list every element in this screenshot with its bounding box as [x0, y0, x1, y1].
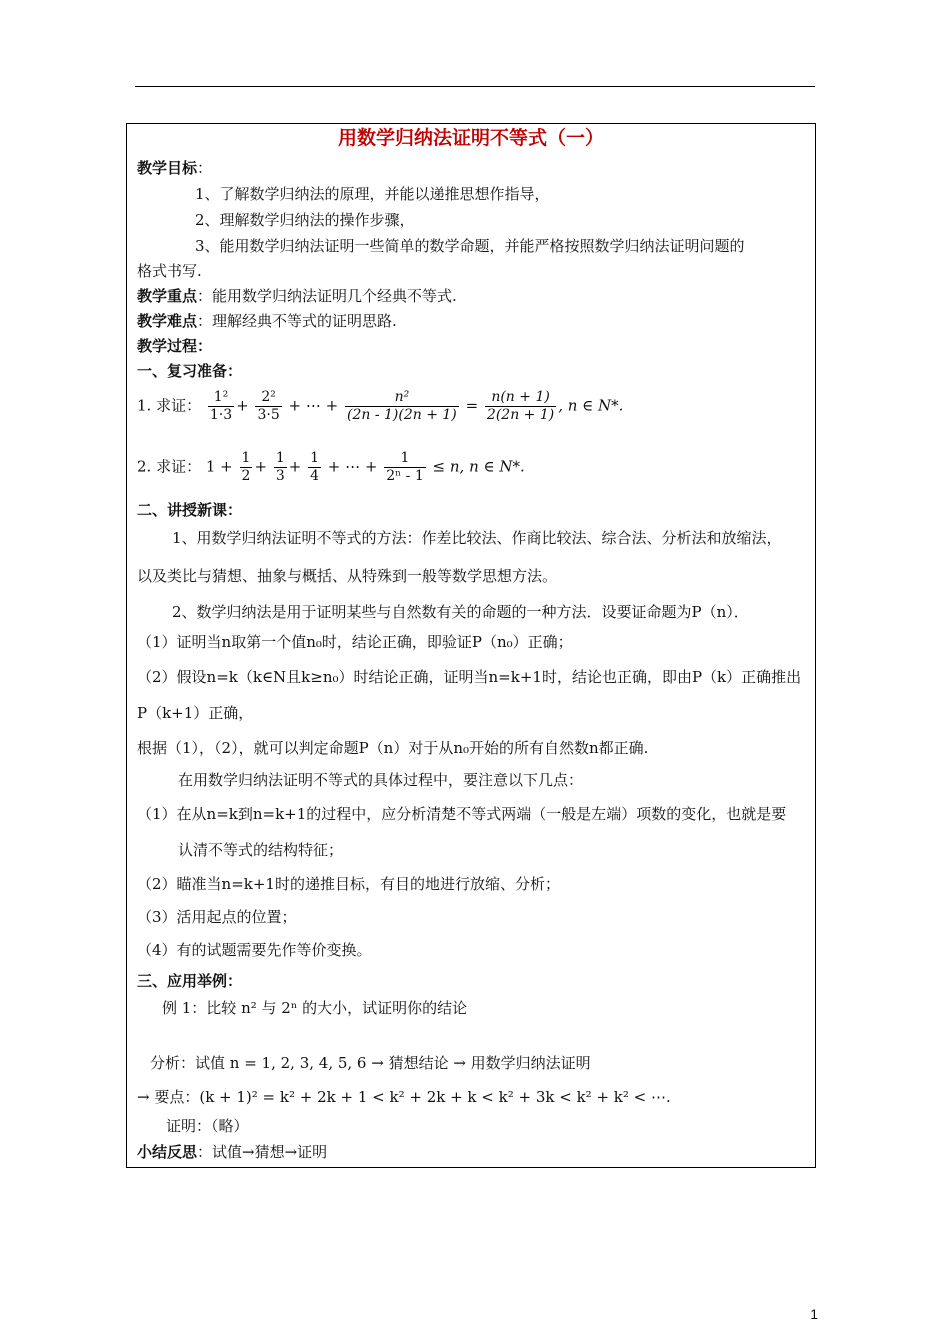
lecture-line: 认清不等式的结构特征；: [178, 841, 344, 859]
goal-item-3-cont: 格式书写.: [137, 262, 202, 280]
example-proof: 证明：（略）: [166, 1117, 249, 1135]
lecture-line: （3）活用起点的位置；: [137, 908, 297, 926]
fraction-denominator: 4: [310, 468, 319, 484]
difficulty: [137, 311, 397, 331]
problem-2-prefix: 2. 求证：: [137, 457, 202, 476]
fraction-numerator: n²: [345, 389, 459, 407]
header-rule: [135, 86, 815, 87]
fraction-numerator: 1: [310, 450, 319, 466]
lecture-line: 在用数学归纳法证明不等式的具体过程中，要注意以下几点：: [178, 771, 584, 789]
fraction-numerator: 1²: [208, 389, 234, 407]
goals-colon: ：: [197, 159, 213, 177]
problem-1-tail: , n ∈ N*.: [558, 396, 624, 415]
lecture-line: （1）在从n=k到n=k+1的过程中，应分析清楚不等式两端（一般是左端）项数的变化，也就是要: [137, 805, 787, 823]
fraction: [345, 389, 459, 424]
review-heading: 一、复习准备：: [137, 362, 243, 380]
process-heading: [137, 336, 212, 356]
examples-heading: 三、应用举例：: [137, 972, 243, 990]
lecture-line: P（k+1）正确，: [137, 704, 254, 722]
fraction-denominator: 1·3: [209, 407, 233, 423]
difficulty-text: ：理解经典不等式的证明思路.: [197, 312, 397, 330]
problem-1-prefix: 1. 求证：: [137, 396, 202, 415]
key-point: [137, 286, 457, 306]
lecture-line: 根据（1），（2），就可以判定命题P（n）对于从n₀开始的所有自然数n都正确.: [137, 739, 649, 757]
review-problem-1: 1. 求证： $\frac{\text{1²}}{1\cdot 3}$ + $\frac{\text{2²}}{3\cdot 5}$ + ⋯ + $\frac{\text{n²}}{(2n - 1)(2n + 1)}$ = $\frac{n(n + 1)}{2(2n + 1)}$ , n ∈ N*.: [137, 389, 624, 423]
goal-item-3: 3、能用数学归纳法证明一些简单的数学命题，并能严格按照数学归纳法证明问题的: [195, 237, 745, 255]
goals-heading: [137, 158, 212, 178]
fraction-numerator: 1: [241, 450, 251, 466]
lecture-line: 1、用数学归纳法证明不等式的方法：作差比较法、作商比较法、综合法、分析法和放缩法，: [172, 529, 782, 547]
review-problem-2: 2. 求证： 1 + $\frac{1}{2}$ + $\frac{1}{3}$ + $\frac{1}{4}$ + ⋯ + $\frac{1}{\text{2ⁿ - 1}}$ ≤ n, n ∈ N*.: [137, 450, 525, 484]
lecture-line: 以及类比与猜想、抽象与概括、从特殊到一般等数学思想方法。: [137, 567, 558, 585]
problem-2-start: 1 +: [205, 457, 233, 476]
summary: [137, 1142, 327, 1162]
lecture-line: （1）证明当n取第一个值n₀时，结论正确，即验证P（n₀）正确；: [137, 633, 573, 651]
goal-item-1: 1、了解数学归纳法的原理，并能以递推思想作指导，: [195, 185, 550, 203]
ellipsis-terms: + ⋯ +: [327, 457, 378, 476]
fraction: [274, 450, 287, 485]
page-title: 用数学归纳法证明不等式（一）: [337, 127, 604, 149]
fraction: [308, 450, 321, 485]
fraction-numerator: 1: [384, 450, 426, 468]
fraction-denominator: 3·5: [257, 407, 280, 423]
lecture-line: （2）假设n=k（k∈N且k≥n₀）时结论正确，证明当n=k+1时，结论也正确，即由P（k）正确推出: [137, 668, 802, 686]
fraction-denominator: 2: [241, 468, 251, 484]
fraction-numerator: 2²: [255, 389, 281, 407]
fraction-denominator: 3: [275, 468, 285, 484]
process-colon: ：: [197, 337, 213, 355]
fraction-denominator: 2ⁿ - 1: [386, 468, 424, 484]
difficulty-label: 教学难点: [137, 312, 198, 330]
goal-item-2: 2、理解数学归纳法的操作步骤，: [195, 211, 415, 229]
fraction: [384, 450, 426, 485]
summary-text: ：试值→猜想→证明: [197, 1143, 328, 1161]
fraction-denominator: (2n - 1)(2n + 1): [347, 407, 457, 423]
lecture-line: （4）有的试题需要先作等价变换。: [137, 941, 372, 959]
goals-label: 教学目标: [137, 159, 198, 177]
summary-label: 小结反思: [137, 1143, 198, 1161]
fraction: [240, 450, 253, 485]
example-1: 例 1：比较 n² 与 2ⁿ 的大小，试证明你的结论: [162, 999, 468, 1017]
problem-2-tail: ≤ n, n ∈ N*.: [432, 457, 525, 476]
example-key-point: → 要点：(k + 1)² = k² + 2k + 1 < k² + 2k + k < k² + 3k < k² + k² < ⋯.: [137, 1088, 671, 1106]
lecture-heading: 二、讲授新课：: [137, 501, 243, 519]
ellipsis-terms: + ⋯ +: [288, 396, 339, 415]
lecture-line: 2、数学归纳法是用于证明某些与自然数有关的命题的一种方法．设要证命题为P（n）．: [172, 603, 749, 621]
equals-sign: =: [465, 396, 479, 415]
key-point-text: ：能用数学归纳法证明几个经典不等式.: [197, 287, 457, 305]
key-point-label: 教学重点: [137, 287, 198, 305]
page-number: 1: [810, 1306, 818, 1322]
fraction: [485, 389, 556, 424]
process-label: 教学过程: [137, 337, 198, 355]
fraction: [255, 389, 281, 424]
fraction-numerator: 1: [275, 450, 285, 466]
fraction: [208, 389, 234, 424]
example-analysis: 分析：试值 n = 1, 2, 3, 4, 5, 6 → 猜想结论 → 用数学归纳法证明: [150, 1054, 591, 1072]
lecture-line: （2）瞄准当n=k+1时的递推目标，有目的地进行放缩、分析；: [137, 875, 560, 893]
fraction-numerator: n(n + 1): [485, 389, 556, 407]
fraction-denominator: 2(2n + 1): [486, 407, 555, 423]
